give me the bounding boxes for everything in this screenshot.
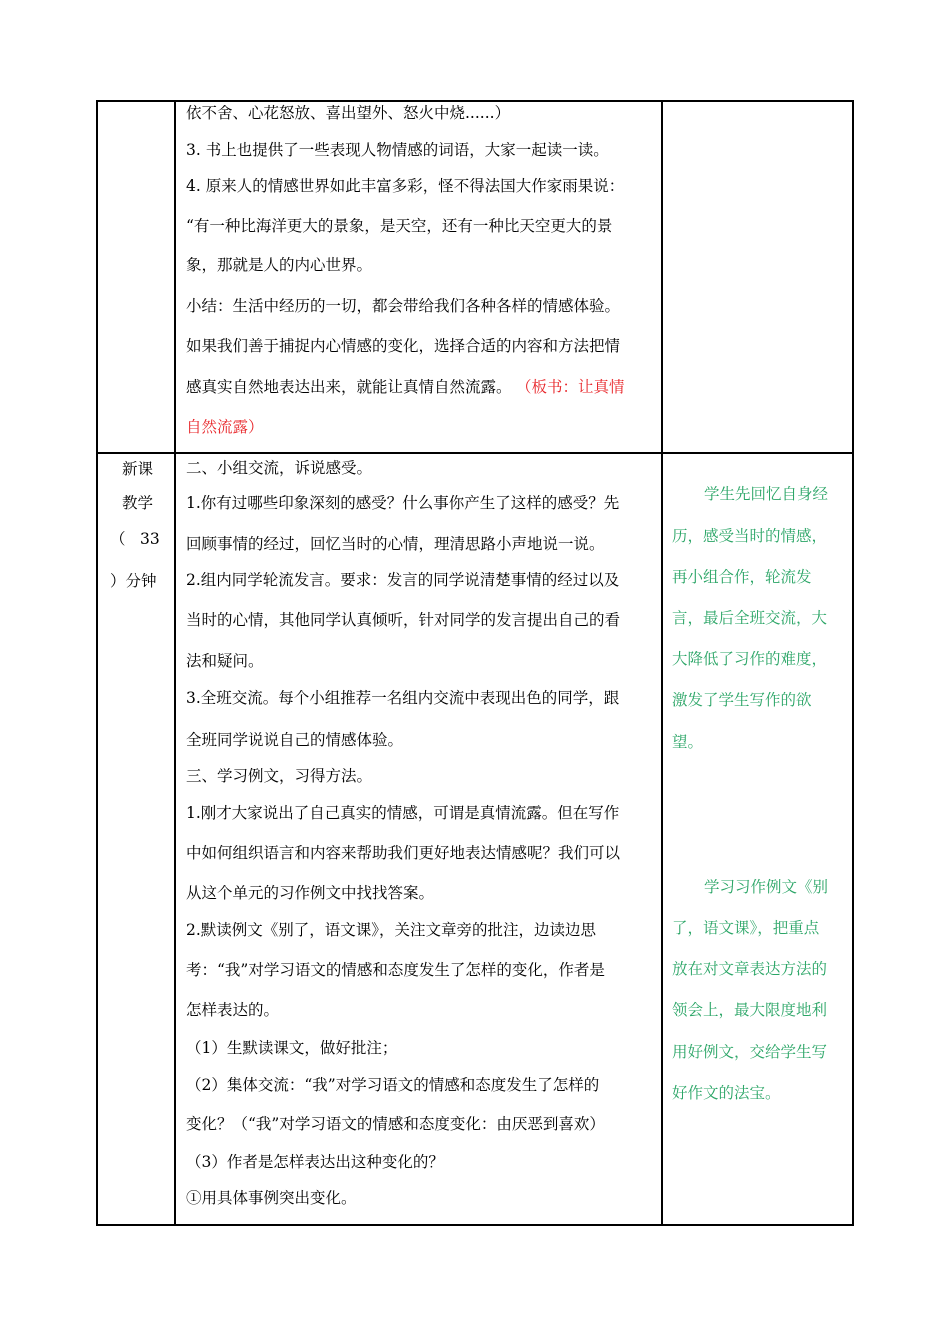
label-minutes-value: 33 <box>140 530 160 548</box>
note1-line-7: 望。 <box>672 733 704 751</box>
row2-line-1: 二、小组交流，诉说感受。 <box>186 459 373 477</box>
row1-line-1: 依不舍、心花怒放、喜出望外、怒火中烧......） <box>186 104 511 122</box>
board-note-b: 自然流露） <box>186 418 264 436</box>
row1-line-2: 3. 书上也提供了一些表现人物情感的词语，大家一起读一读。 <box>186 141 609 159</box>
row1-line-5: 象，那就是人的内心世界。 <box>186 256 373 274</box>
row2-line-17: （2）集体交流：“我”对学习语文的情感和态度发生了怎样的 <box>186 1076 600 1094</box>
row2-line-10: 1.刚才大家说出了自己真实的情感，可谓是真情流露。但在写作 <box>186 804 620 822</box>
note1-line-2: 历，感受当时的情感， <box>672 527 828 545</box>
note1-line-5: 大降低了习作的难度， <box>672 650 828 668</box>
row1-line-6: 小结：生活中经历的一切，都会带给我们各种各样的情感体验。 <box>186 297 621 315</box>
note2-line-1: 学习习作例文《别 <box>704 878 829 896</box>
row2-line-4: 2.组内同学轮流发言。要求：发言的同学说清楚事情的经过以及 <box>186 571 620 589</box>
row2-line-6: 法和疑问。 <box>186 652 264 670</box>
row2-line-14: 考：“我”对学习语文的情感和态度发生了怎样的变化，作者是 <box>186 961 605 979</box>
row2-line-8: 全班同学说说自己的情感体验。 <box>186 731 404 749</box>
note2-line-4: 领会上，最大限度地利 <box>672 1001 828 1019</box>
note1-line-6: 激发了学生写作的欲 <box>672 691 812 709</box>
note1-line-1: 学生先回忆自身经 <box>704 485 829 503</box>
border-col2 <box>661 100 663 1226</box>
row2-line-20: ①用具体事例突出变化。 <box>186 1189 357 1207</box>
row2-line-19: （3）作者是怎样表达出这种变化的？ <box>186 1153 444 1171</box>
row2-line-7: 3.全班交流。每个小组推荐一名组内交流中表现出色的同学，跟 <box>186 689 620 707</box>
row2-line-9: 三、学习例文，习得方法。 <box>186 767 373 785</box>
border-bottom <box>96 1224 854 1226</box>
label-minutes-unit: ）分钟 <box>110 572 157 590</box>
row2-line-15: 怎样表达的。 <box>186 1001 280 1019</box>
border-left <box>96 100 98 1226</box>
row2-line-18: 变化？（“我”对学习语文的情感和态度变化：由厌恶到喜欢） <box>186 1115 605 1133</box>
note2-line-6: 好作文的法宝。 <box>672 1084 781 1102</box>
lesson-plan-table <box>96 100 854 1226</box>
row2-line-12: 从这个单元的习作例文中找找答案。 <box>186 884 435 902</box>
row1-line-8: 感真实自然地表达出来，就能让真情自然流露。 <box>186 378 512 396</box>
note2-line-5: 用好例文，交给学生写 <box>672 1043 828 1061</box>
row1-line-4: “有一种比海洋更大的景象，是天空，还有一种比天空更大的景 <box>186 217 613 235</box>
note1-line-3: 再小组合作，轮流发 <box>672 568 812 586</box>
note2-line-2: 了，语文课》，把重点 <box>672 919 820 937</box>
row2-line-5: 当时的心情，其他同学认真倾听，针对同学的发言提出自己的看 <box>186 611 621 629</box>
border-right <box>852 100 854 1226</box>
row2-line-3: 回顾事情的经过，回忆当时的心情，理清思路小声地说一说。 <box>186 535 605 553</box>
border-row-divider <box>96 452 854 454</box>
row1-line-7: 如果我们善于捕捉内心情感的变化，选择合适的内容和方法把情 <box>186 337 621 355</box>
row2-line-16: （1）生默读课文，做好批注； <box>186 1039 398 1057</box>
label-teaching: 教学 <box>122 494 154 512</box>
note1-line-4: 言，最后全班交流，大 <box>672 609 828 627</box>
border-col1 <box>174 100 176 1226</box>
label-paren-open: （ <box>110 530 126 548</box>
border-top <box>96 100 854 102</box>
row2-line-11: 中如何组织语言和内容来帮助我们更好地表达情感呢？我们可以 <box>186 844 621 862</box>
label-new-lesson: 新课 <box>122 460 154 478</box>
board-note-a: （板书：让真情 <box>516 378 625 396</box>
note2-line-3: 放在对文章表达方法的 <box>672 960 828 978</box>
row2-line-2: 1.你有过哪些印象深刻的感受？什么事你产生了这样的感受？先 <box>186 494 620 512</box>
row1-line-3: 4. 原来人的情感世界如此丰富多彩，怪不得法国大作家雨果说： <box>186 177 625 195</box>
row2-line-13: 2.默读例文《别了，语文课》，关注文章旁的批注，边读边思 <box>186 921 597 939</box>
